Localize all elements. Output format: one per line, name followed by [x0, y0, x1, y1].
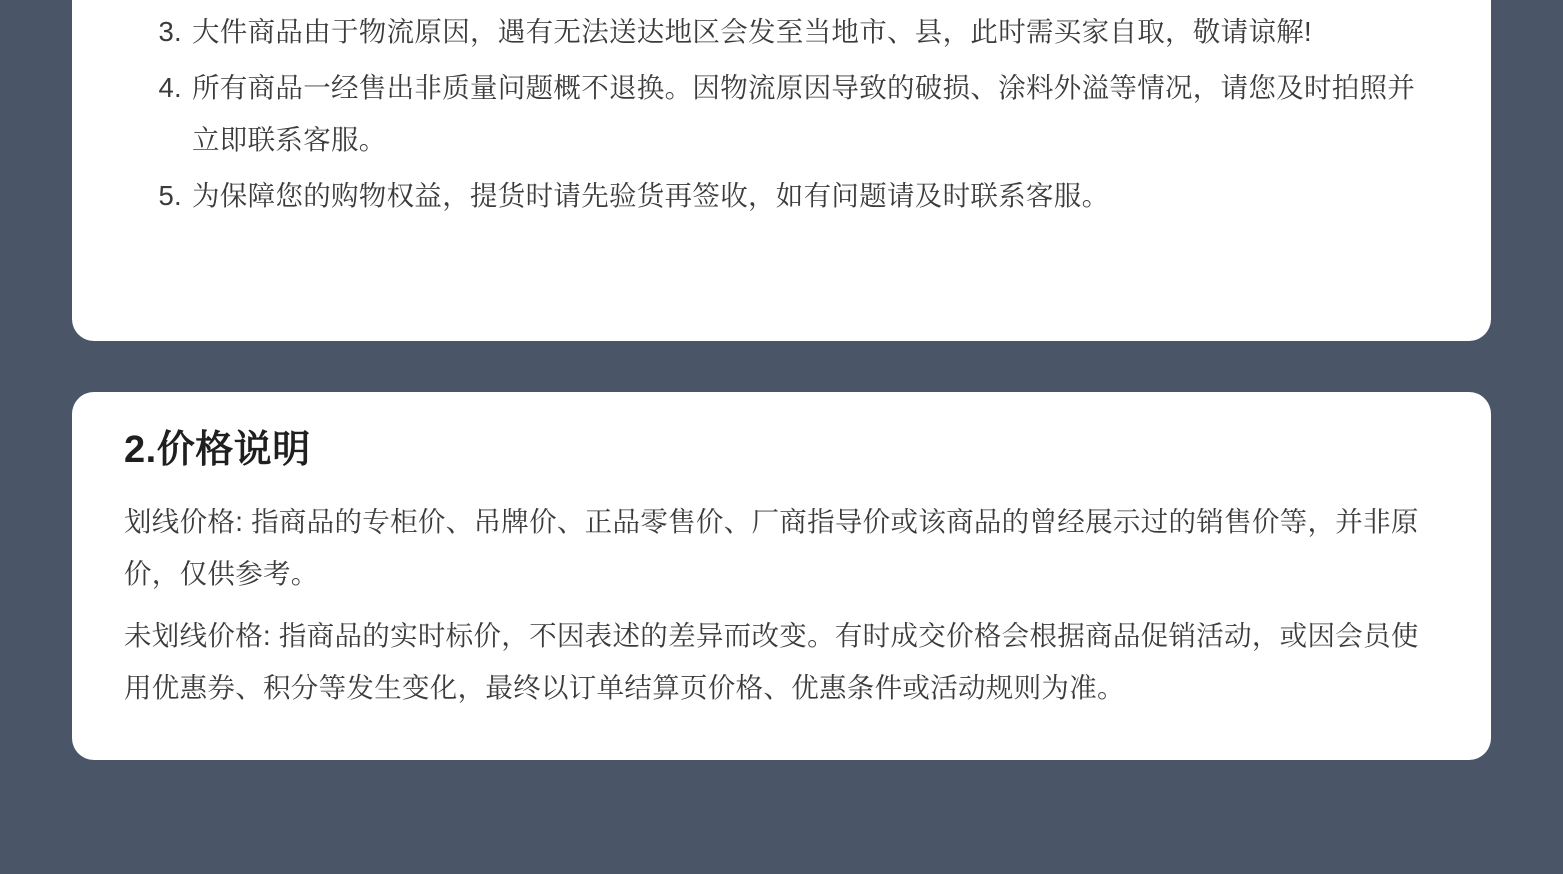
list-item	[124, 170, 1439, 222]
list-item-text: 所有商品一经售出非质量问题概不退换。因物流原因导致的破损、涂料外溢等情况，请您及时拍照并立即联系客服。	[192, 72, 1416, 155]
page-title: 2.价格说明	[124, 429, 311, 471]
list-item-number: 5.	[158, 180, 182, 211]
list-item	[124, 6, 1439, 58]
list-item	[124, 0, 1439, 2]
price-explanation-card	[72, 392, 1491, 760]
list-item-text: 为保障您的购物权益，提货时请先验货再签收，如有问题请及时联系客服。	[192, 180, 1110, 211]
list-item-number: 3.	[158, 16, 182, 47]
shipping-rules-list	[124, 0, 1439, 222]
current-price-paragraph: 未划线价格: 指商品的实时标价，不因表述的差异而改变。有时成交价格会根据商品促销活动，或因会员使用优惠券、积分等发生变化，最终以订单结算页价格、优惠条件或活动规则为准。	[124, 620, 1419, 703]
shipping-rules-card	[72, 0, 1491, 341]
list-item	[124, 62, 1439, 166]
list-item-number	[136, 0, 182, 2]
list-item-text: 大件商品由于物流原因，遇有无法送达地区会发至当地市、县，此时需买家自取，敬请谅解!	[192, 16, 1312, 47]
list-item-number: 4.	[158, 72, 182, 103]
strikethrough-price-paragraph: 划线价格: 指商品的专柜价、吊牌价、正品零售价、厂商指导价或该商品的曾经展示过的销售价等，并非原价，仅供参考。	[124, 506, 1419, 589]
